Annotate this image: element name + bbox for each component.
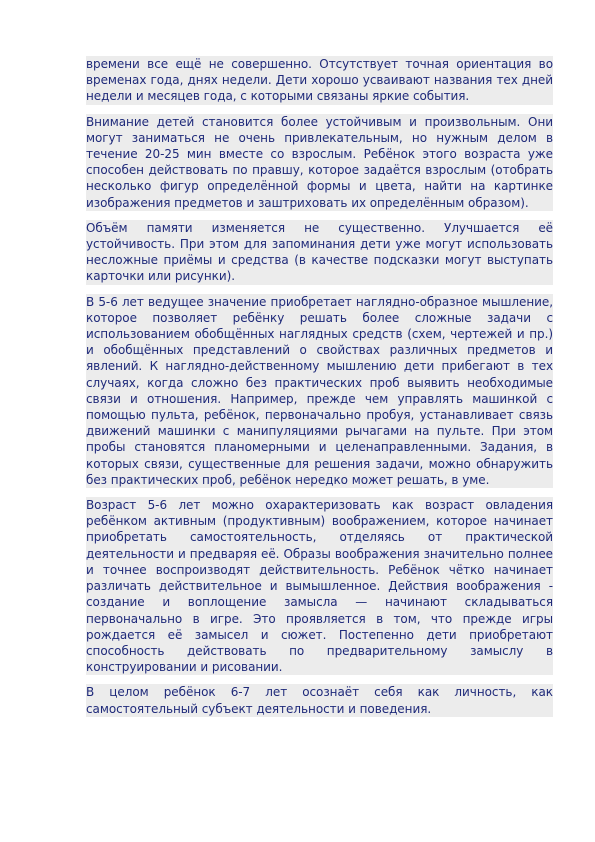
paragraph-personality: В целом ребёнок 6-7 лет осознаёт себя как личность, как самостоятельный субъект деятельности и поведения. [86, 685, 553, 716]
paragraph-imagination: Возраст 5-6 лет можно охарактеризовать как возраст овладения ребёнком активным (продуктивным) воображением, которое начинает приобретать самостоятельность, отделяясь от практической деятельности и предваряя её. Образы воображения значительно полнее и точнее воспроизводят действительность. Ребёнок чётко начинает различать действительное и вымышленное. Действия воображения - создание и воплощение замысла — начинают складываться первоначально в игре. Это проявляется в том, что прежде игры рождается её замысел и сюжет. Постепенно дети приобретают способность действовать по предварительному замыслу в конструировании и рисовании. [86, 498, 553, 675]
document-body [86, 56, 553, 726]
paragraph-thinking: В 5-6 лет ведущее значение приобретает наглядно-образное мышление, которое позволяет ребёнку решать более сложные задачи с использованием обобщённых наглядных средств (схем, чертежей и пр.) и обобщённых представлений о свойствах различных предметов и явлений. К наглядно-действенному мышлению дети прибегают в тех случаях, когда сложно без практических проб выявить необходимые связи и отношения. Например, прежде чем управлять машинкой с помощью пульта, ребёнок, первоначально пробуя, устанавливает связь движений машинки с манипуляциями рычагами на пульте. При этом пробы становятся планомерными и целенаправленными. Задания, в которых связи, существенные для решения задачи, можно обнаружить без практических проб, ребёнок нередко может решать, в уме. [86, 294, 553, 487]
paragraph-memory: Объём памяти изменяется не существенно. Улучшается её устойчивость. При этом для запоминания дети уже могут использовать несложные приёмы и средства (в качестве подсказки могут выступать карточки или рисунки). [86, 220, 553, 284]
paragraph-time-orientation: времени все ещё не совершенно. Отсутствует точная ориентация во временах года, днях недели. Дети хорошо усваивают названия тех дней недели и месяцев года, с которыми связаны яркие события. [86, 57, 553, 104]
paragraph-attention: Внимание детей становится более устойчивым и произвольным. Они могут заниматься не очень привлекательным, но нужным делом в течение 20-25 мин вместе со взрослым. Ребёнок этого возраста уже способен действовать по правшу, которое задаётся взрослым (отобрать несколько фигур определённой формы и цвета, найти на картинке изображения предметов и заштриховать их определённым образом). [86, 114, 553, 210]
